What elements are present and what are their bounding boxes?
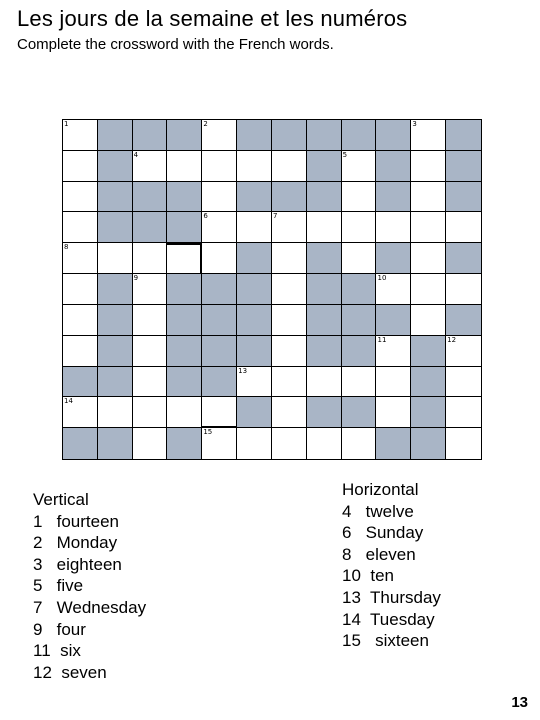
crossword-block [272, 120, 307, 151]
crossword-block [307, 151, 342, 182]
crossword-cell[interactable] [133, 397, 168, 428]
crossword-cell[interactable] [446, 367, 481, 398]
clue-item: 8 eleven [342, 544, 416, 564]
crossword-block [307, 243, 342, 274]
crossword-cell[interactable] [272, 243, 307, 274]
crossword-cell[interactable] [167, 397, 202, 428]
crossword-block [98, 367, 133, 398]
crossword-block [446, 243, 481, 274]
clue-item: 10 ten [342, 566, 394, 586]
crossword-cell[interactable] [376, 212, 411, 243]
vertical-heading: Vertical [33, 490, 89, 509]
clue-number: 3 [412, 120, 417, 128]
crossword-block [167, 120, 202, 151]
crossword-block [98, 336, 133, 367]
crossword-cell[interactable] [272, 336, 307, 367]
clue-item: 3 eighteen [33, 554, 122, 574]
crossword-block [446, 182, 481, 213]
page-number: 13 [511, 694, 528, 711]
crossword-block [202, 367, 237, 398]
clue-item: 13 Thursday [342, 587, 441, 607]
crossword-block [63, 428, 98, 459]
crossword-cell[interactable] [63, 151, 98, 182]
crossword-cell[interactable] [133, 305, 168, 336]
crossword-block [342, 274, 377, 305]
clue-number: 7 [272, 212, 278, 221]
crossword-block [411, 367, 446, 398]
crossword-cell[interactable] [237, 151, 272, 182]
crossword-cell[interactable] [376, 336, 411, 367]
crossword-cell[interactable] [202, 120, 237, 151]
crossword-block [202, 274, 237, 305]
clue-number: 9 [133, 274, 139, 283]
crossword-cell[interactable] [63, 336, 98, 367]
crossword-block [307, 336, 342, 367]
crossword-cell[interactable] [376, 274, 411, 305]
crossword-cell[interactable] [272, 274, 307, 305]
crossword-block [237, 243, 272, 274]
crossword-cell[interactable] [237, 367, 272, 398]
crossword-block [98, 305, 133, 336]
clue-item: 14 Tuesday [342, 609, 435, 629]
crossword-block [342, 397, 377, 428]
clue-item: 6 Sunday [342, 523, 424, 543]
crossword-cell[interactable] [411, 274, 446, 305]
crossword-cell[interactable] [202, 243, 237, 274]
crossword-cell[interactable] [342, 367, 377, 398]
crossword-block [133, 212, 168, 243]
crossword-cell[interactable] [411, 212, 446, 243]
crossword-block [167, 305, 202, 336]
crossword-cell[interactable] [446, 397, 481, 428]
crossword-cell[interactable] [446, 336, 481, 367]
crossword-block [342, 305, 377, 336]
clue-item: 5 five [33, 576, 84, 596]
crossword-cell[interactable] [272, 397, 307, 428]
crossword-cell[interactable] [63, 120, 98, 151]
crossword-cell[interactable] [342, 243, 377, 274]
instructions: Complete the crossword with the French words. [17, 36, 334, 53]
crossword-block [342, 336, 377, 367]
crossword-cell[interactable] [411, 182, 446, 213]
clue-item: 12 seven [33, 662, 107, 682]
crossword-block [98, 151, 133, 182]
crossword-cell[interactable] [63, 274, 98, 305]
crossword-cell[interactable] [63, 182, 98, 213]
crossword-cell[interactable] [133, 274, 168, 305]
crossword-block [98, 212, 133, 243]
crossword-block [376, 151, 411, 182]
crossword-block [411, 397, 446, 428]
crossword-block [342, 120, 377, 151]
clue-item: 2 Monday [33, 533, 118, 553]
crossword-cell[interactable] [133, 243, 168, 274]
crossword-cell[interactable] [342, 182, 377, 213]
crossword-cell[interactable] [307, 428, 342, 459]
crossword-block [307, 305, 342, 336]
crossword-block [167, 274, 202, 305]
crossword-cell[interactable] [272, 305, 307, 336]
crossword-cell[interactable] [202, 182, 237, 213]
crossword-block [272, 182, 307, 213]
clue-item: 9 four [33, 619, 86, 639]
crossword-cell[interactable] [272, 151, 307, 182]
crossword-cell[interactable] [202, 397, 237, 428]
clue-item: 7 Wednesday [33, 597, 147, 617]
clue-number: 4 [133, 150, 139, 159]
crossword-cell[interactable] [63, 243, 98, 274]
crossword-cell[interactable] [307, 367, 342, 398]
crossword-block [237, 274, 272, 305]
crossword-block [98, 120, 133, 151]
crossword-cell[interactable] [98, 397, 133, 428]
crossword-block [98, 274, 133, 305]
crossword-block [237, 305, 272, 336]
clue-number: 8 [64, 243, 69, 252]
horizontal-clues [342, 479, 441, 652]
crossword-cell[interactable] [342, 212, 377, 243]
clue-number: 13 [238, 366, 248, 375]
crossword-cell[interactable] [272, 367, 307, 398]
crossword-cell[interactable] [167, 243, 202, 274]
crossword-cell[interactable] [202, 428, 237, 459]
horizontal-heading: Horizontal [342, 480, 419, 499]
crossword-block [237, 336, 272, 367]
crossword-block [237, 182, 272, 213]
crossword-block [167, 428, 202, 459]
crossword-cell[interactable] [63, 397, 98, 428]
crossword-block [376, 120, 411, 151]
crossword-cell[interactable] [272, 212, 307, 243]
crossword-block [446, 151, 481, 182]
clue-item: 4 twelve [342, 501, 414, 521]
crossword-cell[interactable] [446, 274, 481, 305]
crossword-block [411, 336, 446, 367]
crossword-cell[interactable] [133, 367, 168, 398]
crossword-block [202, 305, 237, 336]
crossword-cell[interactable] [133, 151, 168, 182]
crossword-block [237, 397, 272, 428]
crossword-block [307, 182, 342, 213]
crossword-block [376, 305, 411, 336]
crossword-cell[interactable] [342, 151, 377, 182]
crossword-block [376, 243, 411, 274]
crossword-block [167, 182, 202, 213]
clue-number: 11 [377, 335, 387, 344]
vertical-clues [33, 489, 146, 683]
clue-number: 1 [64, 120, 69, 128]
crossword-cell[interactable] [272, 428, 307, 459]
crossword-cell[interactable] [376, 397, 411, 428]
crossword-cell[interactable] [446, 212, 481, 243]
crossword-cell[interactable] [63, 212, 98, 243]
crossword-block [307, 120, 342, 151]
clue-number: 6 [203, 212, 208, 221]
crossword-cell[interactable] [237, 212, 272, 243]
crossword-cell[interactable] [133, 336, 168, 367]
clue-number: 15 [203, 428, 213, 437]
clue-number: 14 [64, 397, 73, 406]
crossword-cell[interactable] [342, 428, 377, 459]
clue-number: 2 [203, 120, 208, 128]
clue-number: 5 [342, 150, 348, 159]
crossword-block [446, 120, 481, 151]
crossword-block [167, 336, 202, 367]
page-title: Les jours de la semaine et les numéros [17, 6, 408, 31]
crossword-cell[interactable] [446, 428, 481, 459]
crossword-block [133, 120, 168, 151]
crossword-cell[interactable] [307, 212, 342, 243]
crossword-block [411, 428, 446, 459]
crossword-block [63, 367, 98, 398]
crossword-cell[interactable] [376, 367, 411, 398]
crossword-cell[interactable] [202, 151, 237, 182]
crossword-grid [62, 119, 482, 460]
crossword-block [133, 182, 168, 213]
crossword-block [307, 274, 342, 305]
crossword-cell[interactable] [167, 151, 202, 182]
crossword-block [98, 428, 133, 459]
crossword-cell[interactable] [411, 305, 446, 336]
crossword-cell[interactable] [98, 243, 133, 274]
clue-number: 12 [447, 335, 457, 344]
crossword-cell[interactable] [411, 243, 446, 274]
crossword-cell[interactable] [133, 428, 168, 459]
crossword-cell[interactable] [411, 151, 446, 182]
crossword-block [167, 212, 202, 243]
crossword-block [376, 182, 411, 213]
crossword-block [98, 182, 133, 213]
crossword-block [446, 305, 481, 336]
crossword-block [202, 336, 237, 367]
crossword-cell[interactable] [202, 212, 237, 243]
crossword-block [167, 367, 202, 398]
crossword-cell[interactable] [237, 428, 272, 459]
crossword-block [307, 397, 342, 428]
crossword-block [376, 428, 411, 459]
clue-item: 15 sixteen [342, 631, 429, 651]
clue-number: 10 [377, 274, 387, 283]
clue-item: 11 six [33, 641, 81, 661]
crossword-block [237, 120, 272, 151]
crossword-cell[interactable] [411, 120, 446, 151]
crossword-cell[interactable] [63, 305, 98, 336]
clue-item: 1 fourteen [33, 511, 120, 531]
